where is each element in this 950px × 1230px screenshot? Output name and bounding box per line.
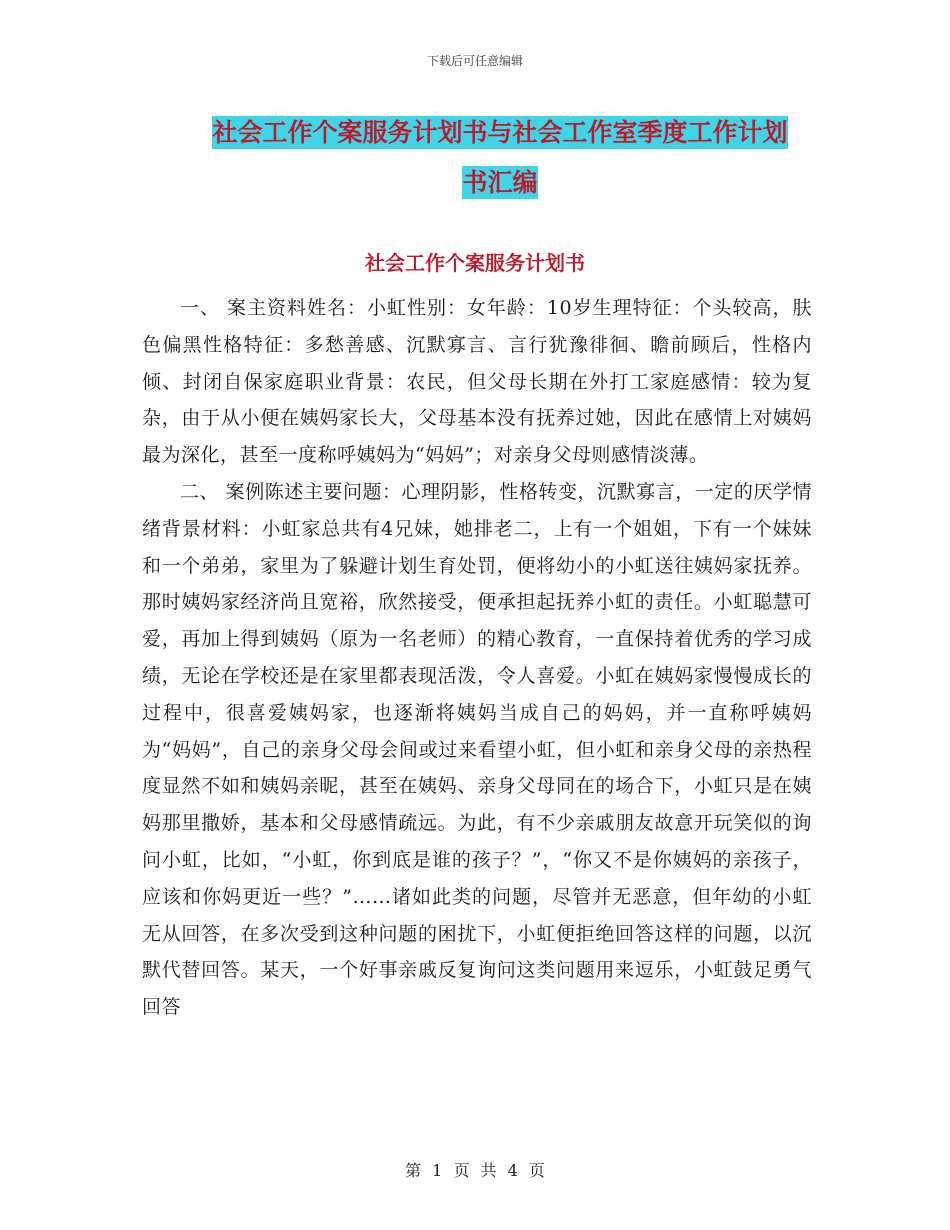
- document-body: [142, 290, 812, 1026]
- section-title: 社会工作个案服务计划书: [365, 251, 585, 275]
- paragraph-client-info: 一、 案主资料姓名：小虹性别：女年龄：10岁生理特征：个头较高，肤色偏黑性格特征：多愁善感、沉默寡言、言行犹豫徘徊、瞻前顾后，性格内倾、封闭自保家庭职业背景：农民，但父母长期在外打工家庭感情：较为复杂，由于从小便在姨妈家长大，父母基本没有抚养过她，因此在感情上对姨妈最为深化，甚至一度称呼姨妈为“妈妈”；对亲身父母则感情淡薄。: [142, 297, 812, 467]
- document-title-line-1: 社会工作个案服务计划书与社会工作室季度工作计划: [212, 118, 788, 147]
- document-title-line-2: 书汇编: [462, 168, 538, 197]
- paragraph-case-statement: 二、 案例陈述主要问题：心理阴影，性格转变，沉默寡言，一定的厌学情绪背景材料：小虹家总共有4兄妹，她排老二，上有一个姐姐，下有一个妹妹和一个弟弟，家里为了躲避计划生育处罚，便将幼小的小虹送往姨妈家抚养。那时姨妈家经济尚且宽裕，欣然接受，便承担起抚养小虹的责任。小虹聪慧可爱，再加上得到姨妈（原为一名老师）的精心教育，一直保持着优秀的学习成绩，无论在学校还是在家里都表现活泼，令人喜爱。小虹在姨妈家慢慢成长的过程中，很喜爱姨妈家，也逐渐将姨妈当成自己的妈妈，并一直称呼姨妈为“妈妈”，自己的亲身父母会间或过来看望小虹，但小虹和亲身父母的亲热程度显然不如和姨妈亲昵，甚至在姨妈、亲身父母同在的场合下，小虹只是在姨妈那里撒娇，基本和父母感情疏远。为此，有不少亲戚朋友故意开玩笑似的询问小虹，比如，“小虹，你到底是谁的孩子？”，“你又不是你姨妈的亲孩子，应该和你妈更近一些？”……诸如此类的问题，尽管并无恶意，但年幼的小虹无从回答，在多次受到这种问题的困扰下，小虹便拒绝回答这样的问题，以沉默代替回答。某天，一个好事亲戚反复询问这类问题用来逗乐，小虹鼓足勇气回答: [142, 480, 812, 1019]
- page-header-note: 下载后可任意编辑: [426, 54, 523, 68]
- document-title: [150, 108, 850, 208]
- page-footer: 第 1 页 共 4 页: [405, 1161, 545, 1180]
